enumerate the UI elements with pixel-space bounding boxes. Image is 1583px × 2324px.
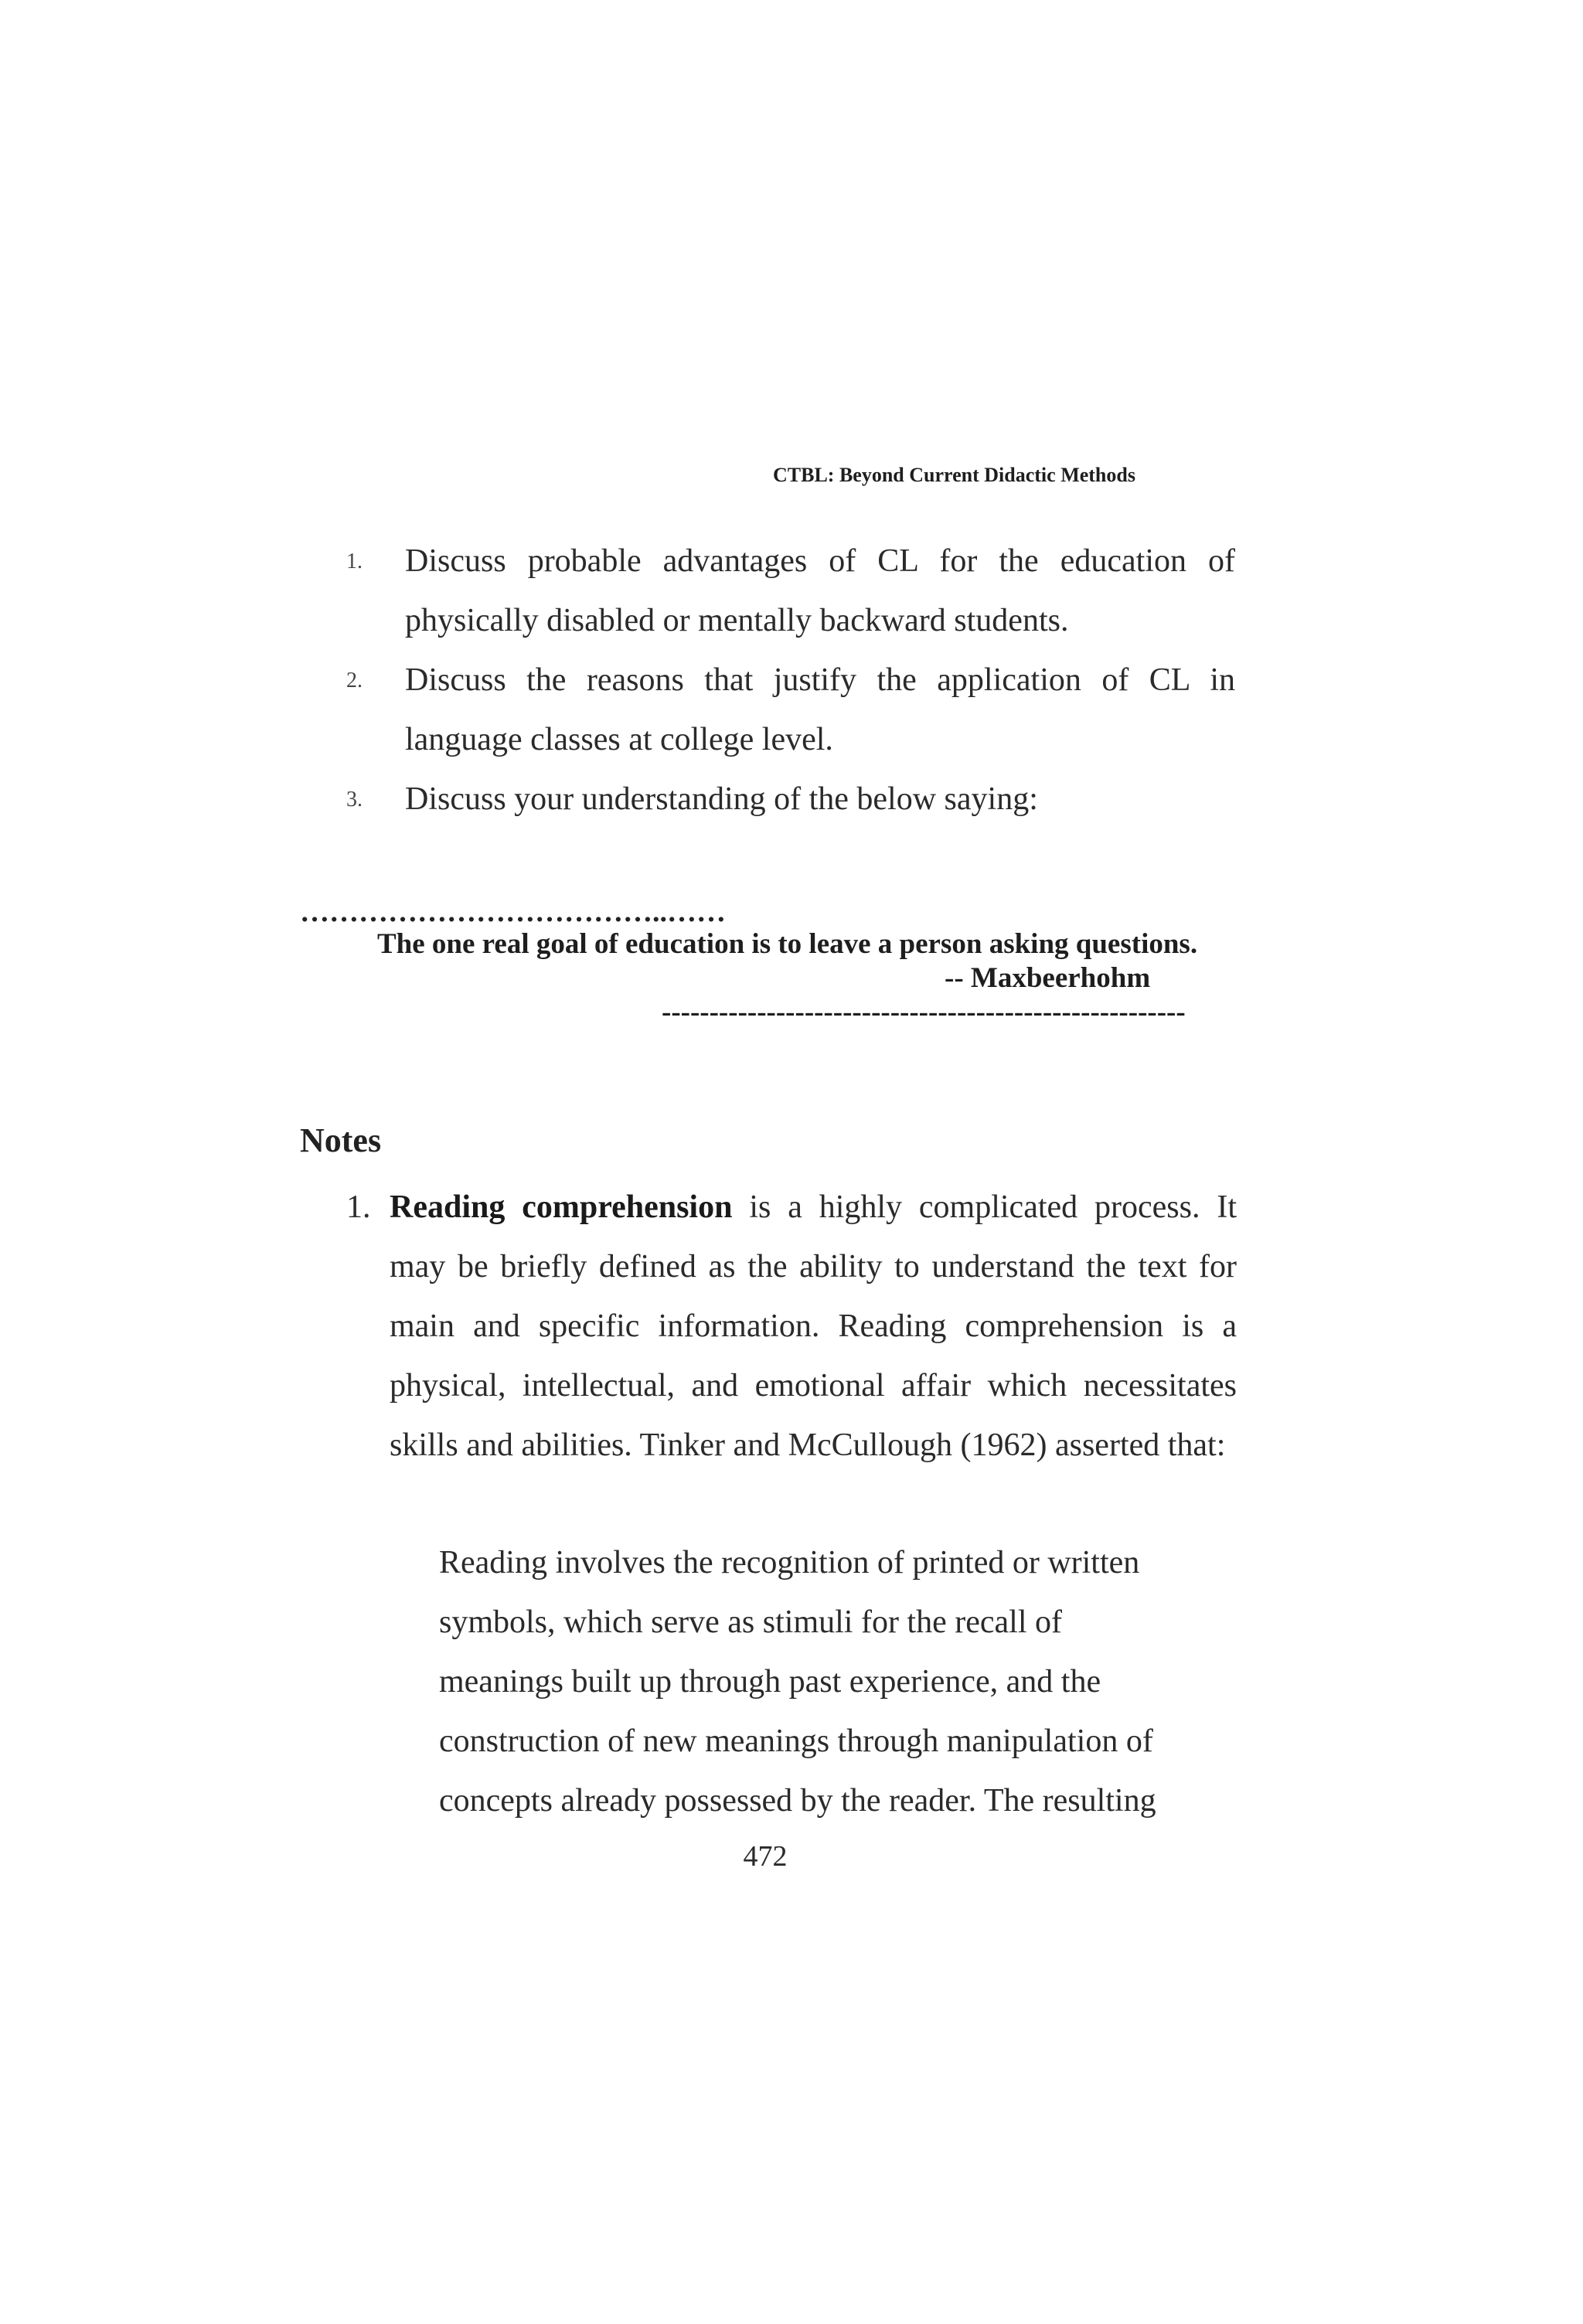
block-quote-line: concepts already possessed by the reader. The resulting [439,1783,1156,1819]
block-quote [439,1533,1220,1831]
block-quote-line: meanings built up through past experience, and the [439,1664,1101,1700]
question-line: Discuss the reasons that justify the application of CL in [405,662,1235,698]
dashed-separator: ------------------------------------------------------- [662,996,1186,1028]
note-body [390,1178,1237,1475]
epigraph-quote: The one real goal of education is to leave a person asking questions. [377,928,1198,960]
question-item-1 [346,532,1235,651]
question-number: 2. [346,669,363,692]
question-line: Discuss probable advantages of CL for the education of [405,543,1235,579]
block-quote-line: Reading involves the recognition of printed or written [439,1545,1140,1581]
block-quote-line: construction of new meanings through manipulation of [439,1723,1153,1759]
question-number: 3. [346,788,363,812]
dotted-separator: ………………………………..…… [300,896,726,928]
block-quote-line: symbols, which serve as stimuli for the recall of [439,1604,1062,1640]
note-text: is a highly complicated process. It may be briefly defined as the ability to understand the text for main and specific information. Reading comprehension is a physical, intellectual, and emotional affair which necessitates skills and abilities. Tinker and McCullough (1962) asserted that: [390,1189,1237,1463]
question-line: language classes at college level. [405,722,833,757]
note-number: 1. [346,1189,371,1225]
page-number: 472 [743,1840,788,1873]
question-line: physically disabled or mentally backward students. [405,603,1069,638]
question-item-3 [346,770,1235,829]
question-text [405,532,1235,651]
question-text [405,770,1235,829]
discussion-questions [346,532,1235,829]
epigraph-author: -- Maxbeerhohm [945,962,1151,994]
note-term: Reading comprehension [390,1189,733,1225]
question-line: Discuss your understanding of the below saying: [405,781,1038,817]
question-number: 1. [346,550,363,573]
question-item-2 [346,651,1235,770]
notes-heading: Notes [300,1121,382,1159]
running-header: CTBL: Beyond Current Didactic Methods [773,464,1135,486]
question-text [405,651,1235,770]
note-item-1 [346,1178,1237,1475]
